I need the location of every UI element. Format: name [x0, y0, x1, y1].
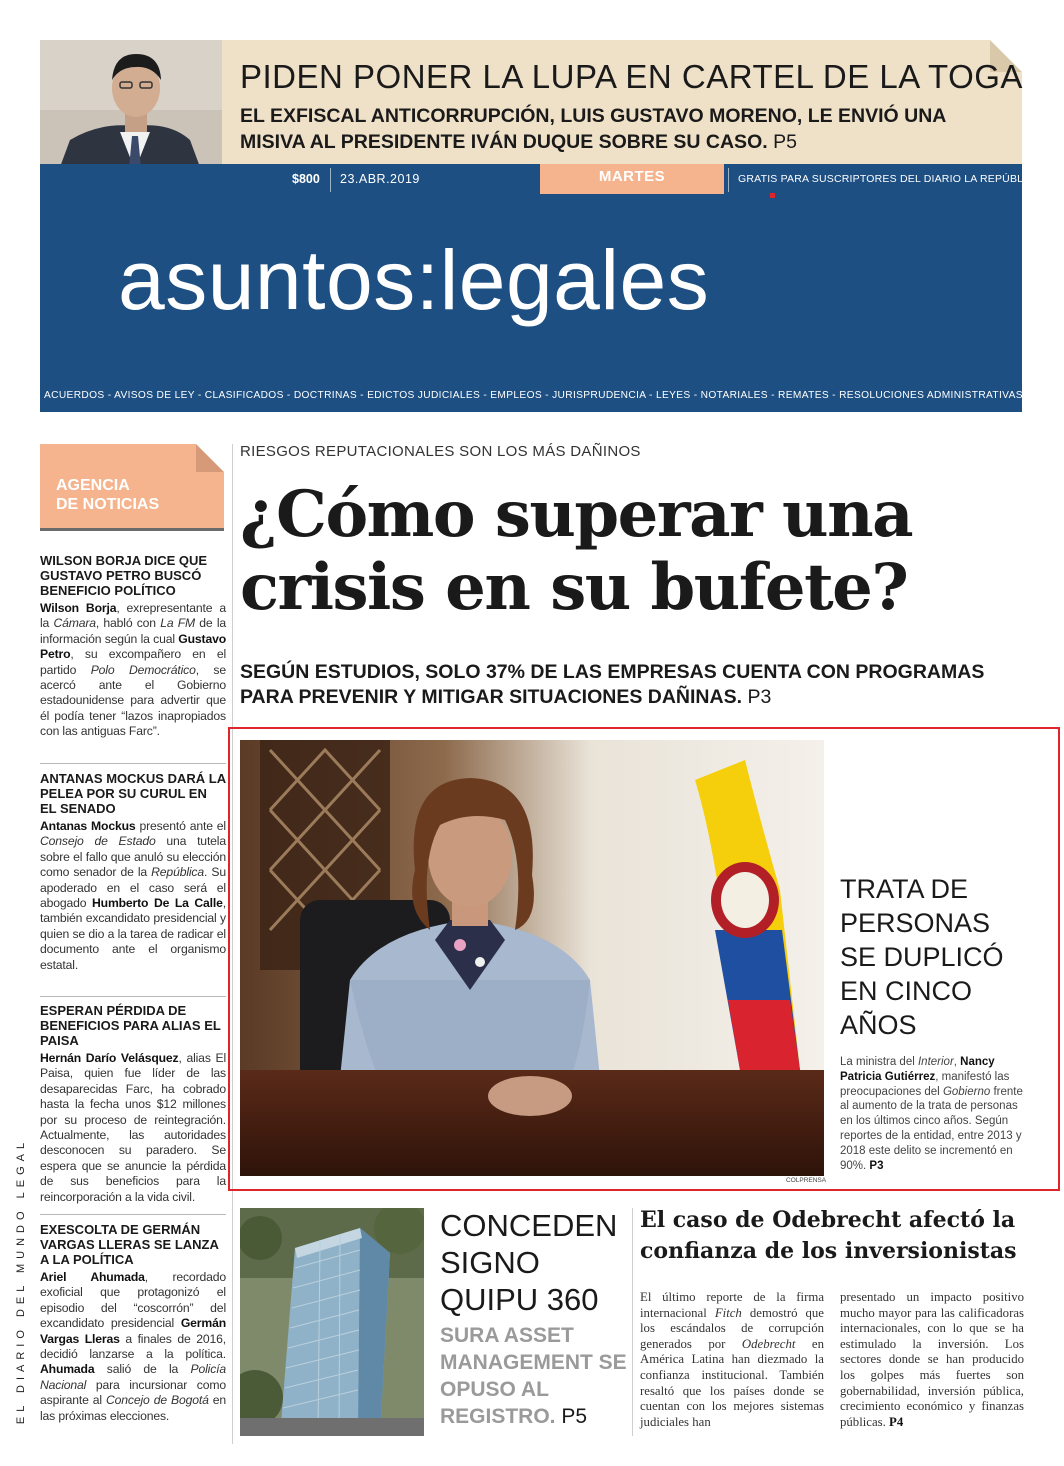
odebrecht-page-ref[interactable]: P4: [889, 1414, 904, 1429]
brief-title: WILSON BORJA DICE QUE GUSTAVO PETRO BUSCÓ BENEFICIO POLÍTICO: [40, 553, 208, 598]
logo-colon: :: [415, 233, 440, 327]
brief-title: ANTANAS MOCKUS DARÁ LA PELEA POR SU CURUL EN EL SENADO: [40, 771, 226, 816]
office-tower-photo-icon: [240, 1208, 424, 1436]
quipu-deck: [440, 1322, 630, 1430]
teaser-deck-text: EL EXFISCAL ANTICORRUPCIÓN, LUIS GUSTAVO MORENO, LE ENVIÓ UNA MISIVA AL PRESIDENTE IVÁN DUQUE SOBRE SU CASO.: [240, 105, 946, 153]
quipu-headline-line: CONCEDEN: [440, 1208, 618, 1243]
feature-headline-line: SE DUPLICÓ: [840, 942, 1004, 972]
divider: [40, 528, 224, 531]
brief-item[interactable]: [40, 1003, 226, 1205]
logo-word-asuntos: asuntos: [118, 233, 416, 327]
price: $800: [292, 172, 320, 186]
brief-title: EXESCOLTA DE GERMÁN VARGAS LLERAS SE LANZA A LA POLÍTICA: [40, 1222, 219, 1267]
quipu-page-ref[interactable]: P5: [561, 1405, 588, 1428]
feature-headline-line: PERSONAS: [840, 908, 991, 938]
tower-photo[interactable]: [240, 1208, 424, 1436]
story-kicker: RIESGOS REPUTACIONALES SON LOS MÁS DAÑINOS: [240, 443, 641, 460]
feature-headline-line: EN CINCO: [840, 976, 973, 1006]
brief-item[interactable]: [40, 1222, 226, 1424]
photo-credit: COLPRENSA: [786, 1177, 827, 1184]
sections-nav[interactable]: ACUERDOS - AVISOS DE LEY - CLASIFICADOS - DOCTRINAS - EDICTOS JUDICIALES - EMPLEOS - JURISPRUDENCIA - LEYES - NOTARIALES - REMATES - RESOLUCIONES ADMINISTRATIVAS: [44, 390, 1023, 401]
feature-photo[interactable]: [240, 740, 824, 1176]
brand-logo[interactable]: [118, 233, 710, 327]
quipu-deck-text: SURA ASSET MANAGEMENT SE OPUSO AL REGISTRO.: [440, 1324, 627, 1428]
corner-fold-decoration: [196, 444, 224, 472]
main-headline-line: ¿Cómo superar una: [240, 477, 913, 552]
agency-label-line: AGENCIA: [56, 477, 130, 494]
brief-body: Ariel Ahumada, recordado exoficial que protagonizó el episodio del “coscorrón” del excandidato presidencial Germán Vargas Lleras a finales de 2016, decidió lanzarse a la política. Ahumada salió de la Policía Nacional para incursionar como aspirante al Concejo de Bogotá en las próximas elecciones.: [40, 1270, 226, 1423]
issue-date: 23.ABR.2019: [340, 172, 420, 186]
divider: [40, 996, 226, 997]
agency-label: [56, 476, 206, 514]
brief-item[interactable]: [40, 553, 226, 740]
main-page-ref[interactable]: P3: [747, 686, 772, 708]
divider: [728, 168, 729, 192]
brief-body: Wilson Borja, exrepresentante a la Cámara, habló con La FM de la información según la cual Gustavo Petro, su excompañero en el partido Polo Democrático, se acercó ante el Gobierno estadounidense para advertir que él podía tener “lazos inapropiados con las antiguas Farc”.: [40, 601, 226, 739]
main-deck-text: SEGÚN ESTUDIOS, SOLO 37% DE LAS EMPRESAS CUENTA CON PROGRAMAS PARA PREVENIR Y MITIGAR SITUACIONES DAÑINAS.: [240, 661, 985, 708]
quipu-headline-line: SIGNO: [440, 1245, 540, 1280]
quipu-headline-line: QUIPU 360: [440, 1282, 599, 1317]
divider: [330, 168, 331, 192]
agency-label-line: DE NOTICIAS: [56, 496, 160, 513]
brief-body: Hernán Darío Velásquez, alias El Paisa, quien fue líder de las desaparecidas Farc, ha cobrado hasta la fecha unos $12 millones por su proceso de reintegración. Actualmente, las autoridades desconocen su paradero. Se espera que se anuncie la pérdida de sus beneficios para la reincorporación a la vida civil.: [40, 1051, 226, 1204]
vertical-tagline-text: EL DIARIO DEL MUNDO LEGAL: [15, 1137, 27, 1425]
quipu-headline[interactable]: [440, 1207, 630, 1318]
main-deck: [240, 660, 1030, 710]
teaser-headline[interactable]: PIDEN PONER LA LUPA EN CARTEL DE LA TOGA: [240, 58, 1023, 95]
divider: [40, 1214, 226, 1215]
minister-portrait-photo-icon: [240, 740, 824, 1176]
odebrecht-body-column: El último reporte de la firma internacional Fitch demostró que los escándalos de corrupción generados por Odebrecht en América Latina han diezmado la confianza institucional. También resaltó que los países donde se cuentan con los mejores sistemas judiciales han: [640, 1290, 824, 1429]
red-dot-decoration: [770, 193, 775, 198]
column-rule: [632, 1208, 633, 1436]
brief-item[interactable]: [40, 771, 226, 973]
feature-headline-line: AÑOS: [840, 1010, 917, 1040]
logo-word-legales: legales: [439, 233, 710, 327]
teaser-deck: [240, 103, 1010, 155]
odebrecht-body-column: presentado un impacto positivo mucho mayor para las calificadoras internacionales, con lo que se ha estimulado la inversión. Los sectores donde se han producido los golpes más fuertes son gobernabilidad, inversión pública, crecimiento económico y finanzas públicas. P4: [840, 1290, 1024, 1429]
divider: [40, 763, 226, 764]
odebrecht-headline[interactable]: El caso de Odebrecht afectó la confianza de los inversionistas: [640, 1207, 1017, 1264]
feature-headline-line: TRATA DE: [840, 874, 969, 904]
issue-day: MARTES: [598, 168, 666, 185]
brief-title: ESPERAN PÉRDIDA DE BENEFICIOS PARA ALIAS EL PAISA: [40, 1003, 221, 1048]
subscribers-note: GRATIS PARA SUSCRIPTORES DEL DIARIO LA REPÚBLICA: [738, 173, 1042, 185]
teaser-page-ref[interactable]: P5: [773, 131, 797, 153]
main-headline-line: crisis en su bufete?: [240, 550, 908, 625]
feature-headline[interactable]: [840, 872, 1040, 1042]
vertical-tagline: [11, 1137, 31, 1430]
brief-body: Antanas Mockus presentó ante el Consejo de Estado una tutela sobre el fallo que anuló su elección como senador de la República. Su apoderado en el caso será el abogado Humberto De La Calle, también excandidato presidencial y quien se dio a la tarea de radicar el documento ante el organismo estatal.: [40, 819, 226, 972]
main-headline[interactable]: [240, 478, 1030, 624]
feature-caption: La ministra del Interior, Nancy Patricia Gutiérrez, manifestó las preocupaciones del Gobierno frente al aumento de la trata de personas en los últimos cinco años. Según reportes de la entidad, entre 2013 y 2018 este delito se incrementó en 90%. P3: [840, 1056, 1023, 1172]
feature-page-ref[interactable]: P3: [869, 1159, 884, 1172]
